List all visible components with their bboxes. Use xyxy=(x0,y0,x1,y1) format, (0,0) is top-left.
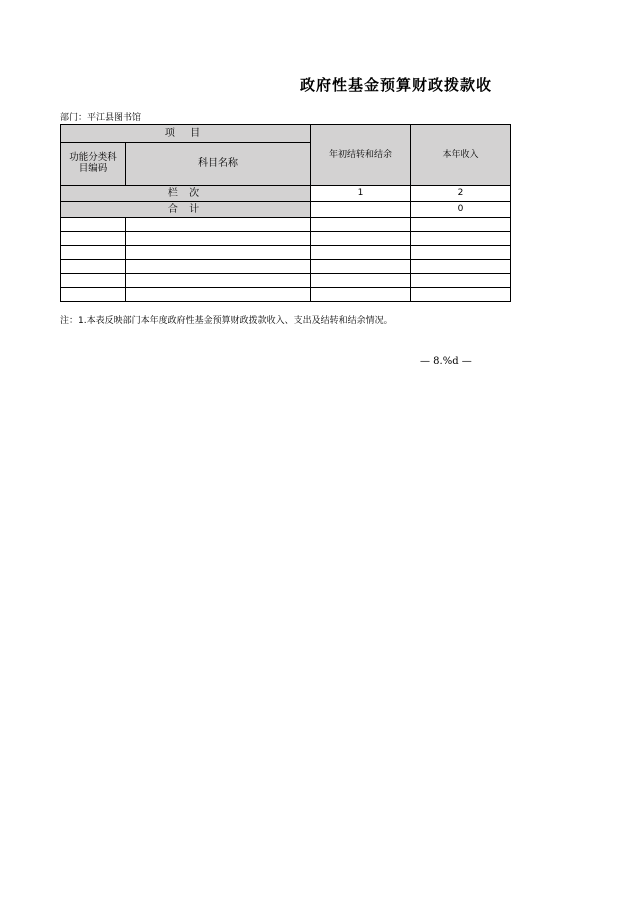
cell-name xyxy=(126,260,311,274)
column-index-1: 1 xyxy=(311,186,411,202)
cell-carryover xyxy=(311,218,411,232)
header-income: 本年收入 xyxy=(411,125,511,186)
cell-income xyxy=(411,246,511,260)
cell-code xyxy=(61,288,126,302)
header-name: 科目名称 xyxy=(126,143,311,186)
header-code-line1: 功能分类科 xyxy=(69,152,117,164)
cell-code xyxy=(61,274,126,288)
department-label: 部门：平江县图书馆 xyxy=(60,113,142,123)
table-total-row xyxy=(61,202,511,218)
cell-carryover xyxy=(311,232,411,246)
cell-carryover xyxy=(311,274,411,288)
cell-name xyxy=(126,232,311,246)
header-group-item: 项 目 xyxy=(61,125,311,143)
cell-code xyxy=(61,218,126,232)
table-note: 注：1.本表反映部门本年度政府性基金预算财政拨款收入、支出及结转和结余情况。 xyxy=(60,316,393,326)
table-header-group-row xyxy=(61,125,511,143)
cell-carryover xyxy=(311,288,411,302)
table-row xyxy=(61,260,511,274)
cell-name xyxy=(126,246,311,260)
table-row xyxy=(61,232,511,246)
total-carryover-value xyxy=(311,202,411,218)
page-footer: — 8.%d — xyxy=(420,356,472,367)
cell-code xyxy=(61,232,126,246)
header-code xyxy=(61,143,126,186)
table-row xyxy=(61,218,511,232)
cell-income xyxy=(411,260,511,274)
cell-code xyxy=(61,260,126,274)
total-income-value: 0 xyxy=(411,202,511,218)
cell-income xyxy=(411,274,511,288)
cell-code xyxy=(61,246,126,260)
header-code-line2: 目编码 xyxy=(78,163,108,174)
cell-name xyxy=(126,274,311,288)
table-column-index-row xyxy=(61,186,511,202)
total-label: 合 计 xyxy=(61,202,311,218)
table-row xyxy=(61,288,511,302)
column-index-2: 2 xyxy=(411,186,511,202)
cell-carryover xyxy=(311,246,411,260)
cell-income xyxy=(411,288,511,302)
budget-table xyxy=(60,124,511,302)
cell-name xyxy=(126,218,311,232)
column-index-label: 栏 次 xyxy=(61,186,311,202)
table-row xyxy=(61,246,511,260)
table-row xyxy=(61,274,511,288)
cell-income xyxy=(411,232,511,246)
cell-carryover xyxy=(311,260,411,274)
cell-name xyxy=(126,288,311,302)
cell-income xyxy=(411,218,511,232)
header-carryover: 年初结转和结余 xyxy=(311,125,411,186)
page-title: 政府性基金预算财政拨款收 xyxy=(300,76,493,94)
